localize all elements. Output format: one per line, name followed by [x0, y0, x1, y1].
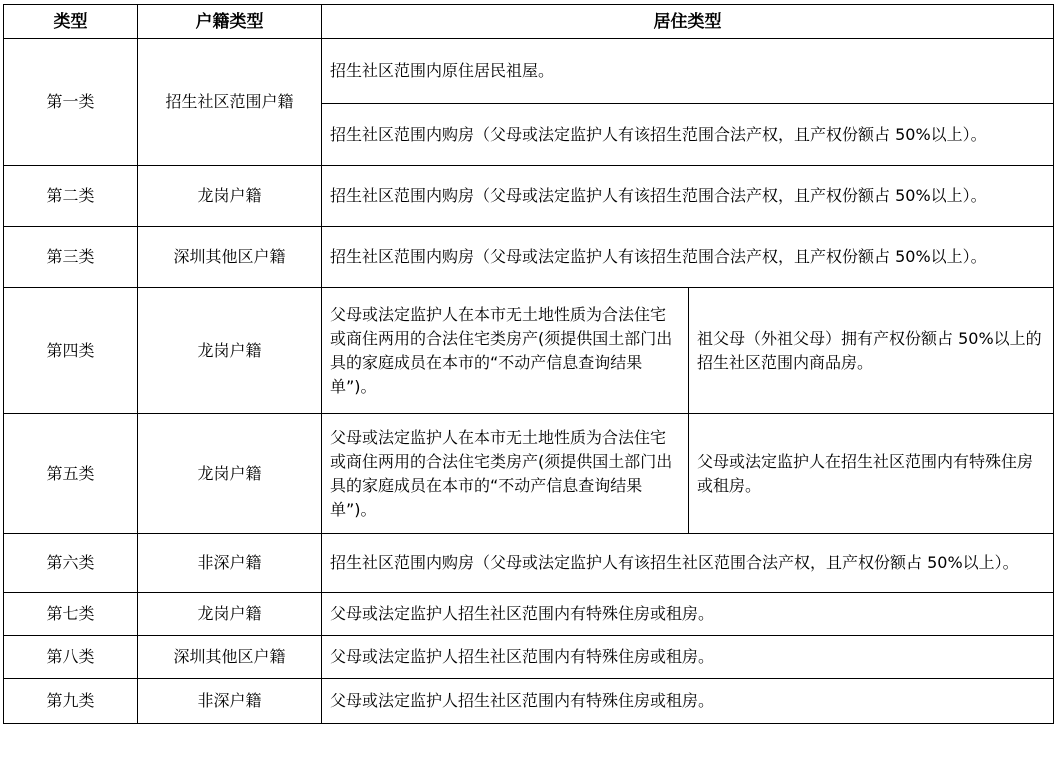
hukou-cell: 深圳其他区户籍 [138, 227, 322, 288]
residence-cell: 招生社区范围内购房（父母或法定监护人有该招生范围合法产权，且产权份额占 50%以上）。 [322, 227, 1054, 288]
header-residence: 居住类型 [322, 5, 1054, 39]
table-row [4, 227, 1054, 288]
table-row [4, 636, 1054, 679]
residence-cell-left: 父母或法定监护人在本市无土地性质为合法住宅或商住两用的合法住宅类房产(须提供国土部门出具的家庭成员在本市的“不动产信息查询结果单”)。 [322, 288, 689, 414]
hukou-cell: 龙岗户籍 [138, 166, 322, 227]
hukou-cell: 深圳其他区户籍 [138, 636, 322, 679]
table-row [4, 166, 1054, 227]
hukou-cell: 非深户籍 [138, 679, 322, 724]
residence-cell-right: 父母或法定监护人在招生社区范围内有特殊住房或租房。 [689, 414, 1054, 534]
category-cell: 第三类 [4, 227, 138, 288]
hukou-cell: 非深户籍 [138, 534, 322, 593]
table-row [4, 288, 1054, 414]
residence-cell: 父母或法定监护人招生社区范围内有特殊住房或租房。 [322, 679, 1054, 724]
residence-cell: 招生社区范围内购房（父母或法定监护人有该招生范围合法产权，且产权份额占 50%以上）。 [322, 104, 1054, 166]
header-type: 类型 [4, 5, 138, 39]
table-row [4, 414, 1054, 534]
category-cell: 第五类 [4, 414, 138, 534]
enrollment-category-table [3, 4, 1054, 724]
hukou-cell: 龙岗户籍 [138, 288, 322, 414]
table-row [4, 39, 1054, 104]
residence-cell: 招生社区范围内原住居民祖屋。 [322, 39, 1054, 104]
residence-cell: 父母或法定监护人招生社区范围内有特殊住房或租房。 [322, 636, 1054, 679]
table-row [4, 679, 1054, 724]
category-cell: 第四类 [4, 288, 138, 414]
category-cell: 第八类 [4, 636, 138, 679]
residence-cell-right: 祖父母（外祖父母）拥有产权份额占 50%以上的招生社区范围内商品房。 [689, 288, 1054, 414]
residence-cell: 招生社区范围内购房（父母或法定监护人有该招生范围合法产权，且产权份额占 50%以上）。 [322, 166, 1054, 227]
hukou-cell: 龙岗户籍 [138, 593, 322, 636]
category-cell: 第六类 [4, 534, 138, 593]
header-row [4, 5, 1054, 39]
residence-cell: 父母或法定监护人招生社区范围内有特殊住房或租房。 [322, 593, 1054, 636]
category-cell: 第七类 [4, 593, 138, 636]
category-cell: 第二类 [4, 166, 138, 227]
hukou-cell: 招生社区范围户籍 [138, 39, 322, 166]
table-row [4, 534, 1054, 593]
category-cell: 第一类 [4, 39, 138, 166]
residence-cell-left: 父母或法定监护人在本市无土地性质为合法住宅或商住两用的合法住宅类房产(须提供国土部门出具的家庭成员在本市的“不动产信息查询结果单”)。 [322, 414, 689, 534]
hukou-cell: 龙岗户籍 [138, 414, 322, 534]
table-row [4, 593, 1054, 636]
header-hukou: 户籍类型 [138, 5, 322, 39]
residence-cell: 招生社区范围内购房（父母或法定监护人有该招生社区范围合法产权，且产权份额占 50%以上）。 [322, 534, 1054, 593]
category-cell: 第九类 [4, 679, 138, 724]
